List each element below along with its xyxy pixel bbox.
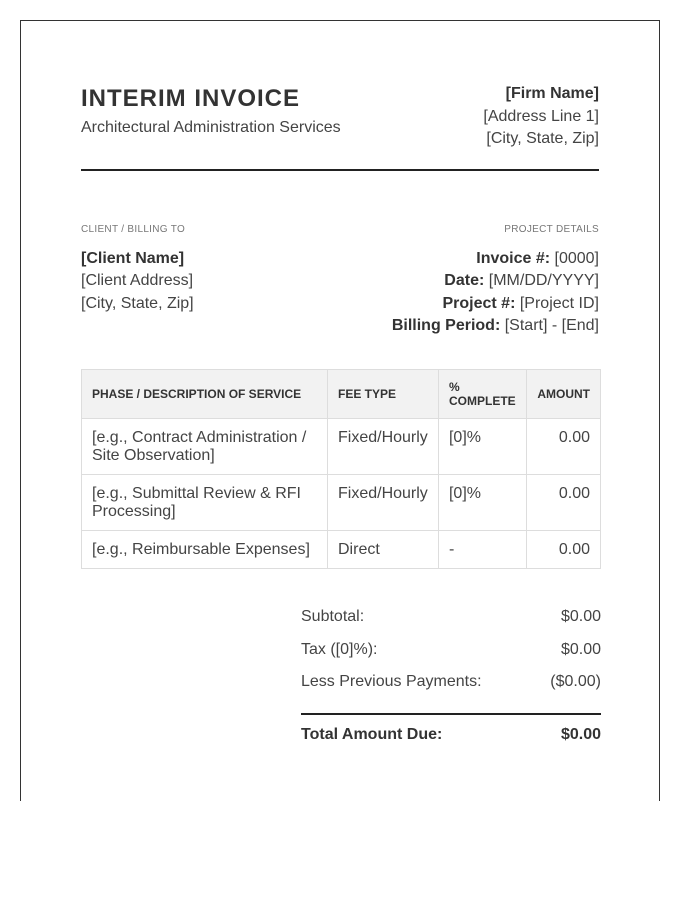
- info-section: [81, 219, 599, 339]
- invoice-page: [20, 20, 660, 801]
- row-description: [e.g., Contract Administration / Site Observation]: [82, 419, 328, 475]
- subtotal-value: $0.00: [560, 608, 601, 625]
- previous-payments-value: ($0.00): [550, 673, 601, 690]
- date-line: [392, 270, 599, 293]
- row-fee-type: Fixed/Hourly: [328, 475, 439, 531]
- previous-payments-row: [301, 669, 601, 702]
- column-header-fee-type: FEE TYPE: [328, 370, 439, 419]
- subtotal-label: Subtotal:: [301, 608, 365, 625]
- row-percent: [0]%: [438, 475, 526, 531]
- project-details-block: [392, 219, 599, 338]
- table-row: [82, 531, 601, 569]
- page-subtitle: Architectural Administration Services: [81, 119, 341, 136]
- row-amount: 0.00: [526, 419, 600, 475]
- client-name: [Client Name]: [81, 249, 185, 267]
- billing-period-line: [392, 315, 599, 338]
- billing-period-value: [Start] - [End]: [504, 317, 599, 334]
- tax-row: [301, 637, 601, 670]
- firm-info: [483, 83, 599, 151]
- table-header-row: [82, 370, 601, 419]
- table-row: [82, 419, 601, 475]
- project-section-label: PROJECT DETAILS: [504, 224, 599, 235]
- total-due-value: $0.00: [560, 725, 601, 743]
- client-block: [81, 219, 194, 315]
- date-value: [MM/DD/YYYY]: [488, 272, 599, 289]
- table-row: [82, 475, 601, 531]
- services-table: [81, 369, 601, 569]
- client-city-state-zip: [City, State, Zip]: [81, 294, 194, 312]
- date-label: Date:: [444, 272, 485, 289]
- row-percent: -: [438, 531, 526, 569]
- row-fee-type: Fixed/Hourly: [328, 419, 439, 475]
- column-header-description: PHASE / DESCRIPTION OF SERVICE: [82, 370, 328, 419]
- row-description: [e.g., Reimbursable Expenses]: [82, 531, 328, 569]
- project-number-label: Project #:: [442, 294, 516, 312]
- client-section-label: CLIENT / BILLING TO: [81, 224, 186, 235]
- invoice-number-label: Invoice #:: [476, 249, 551, 267]
- billing-period-label: Billing Period:: [391, 317, 501, 334]
- row-percent: [0]%: [438, 419, 526, 475]
- column-header-percent-line1: %: [448, 380, 460, 394]
- row-fee-type: Direct: [328, 531, 439, 569]
- total-due-label: Total Amount Due:: [301, 725, 443, 743]
- invoice-number-value: [0000]: [554, 249, 599, 267]
- firm-city-state-zip: [City, State, Zip]: [486, 130, 599, 147]
- row-amount: 0.00: [526, 531, 600, 569]
- previous-payments-label: Less Previous Payments:: [301, 673, 482, 690]
- firm-address-line-1: [Address Line 1]: [483, 107, 599, 125]
- project-number-value: [Project ID]: [519, 294, 599, 312]
- client-address: [Client Address]: [81, 272, 194, 289]
- tax-value: $0.00: [560, 640, 601, 658]
- firm-name: [Firm Name]: [505, 85, 599, 102]
- column-header-amount: AMOUNT: [526, 370, 600, 419]
- column-header-percent-line2: COMPLETE: [448, 394, 516, 408]
- column-header-percent-complete: [438, 370, 526, 419]
- total-due-row: [301, 713, 601, 755]
- row-amount: 0.00: [526, 475, 600, 531]
- tax-label: Tax ([0]%):: [301, 640, 378, 658]
- row-description: [e.g., Submittal Review & RFI Processing]: [82, 475, 328, 531]
- project-number-line: [392, 293, 599, 316]
- invoice-header: [81, 83, 599, 171]
- subtotal-row: [301, 604, 601, 637]
- invoice-number-line: [392, 248, 599, 271]
- page-title: INTERIM INVOICE: [81, 85, 301, 112]
- totals-section: [301, 604, 601, 755]
